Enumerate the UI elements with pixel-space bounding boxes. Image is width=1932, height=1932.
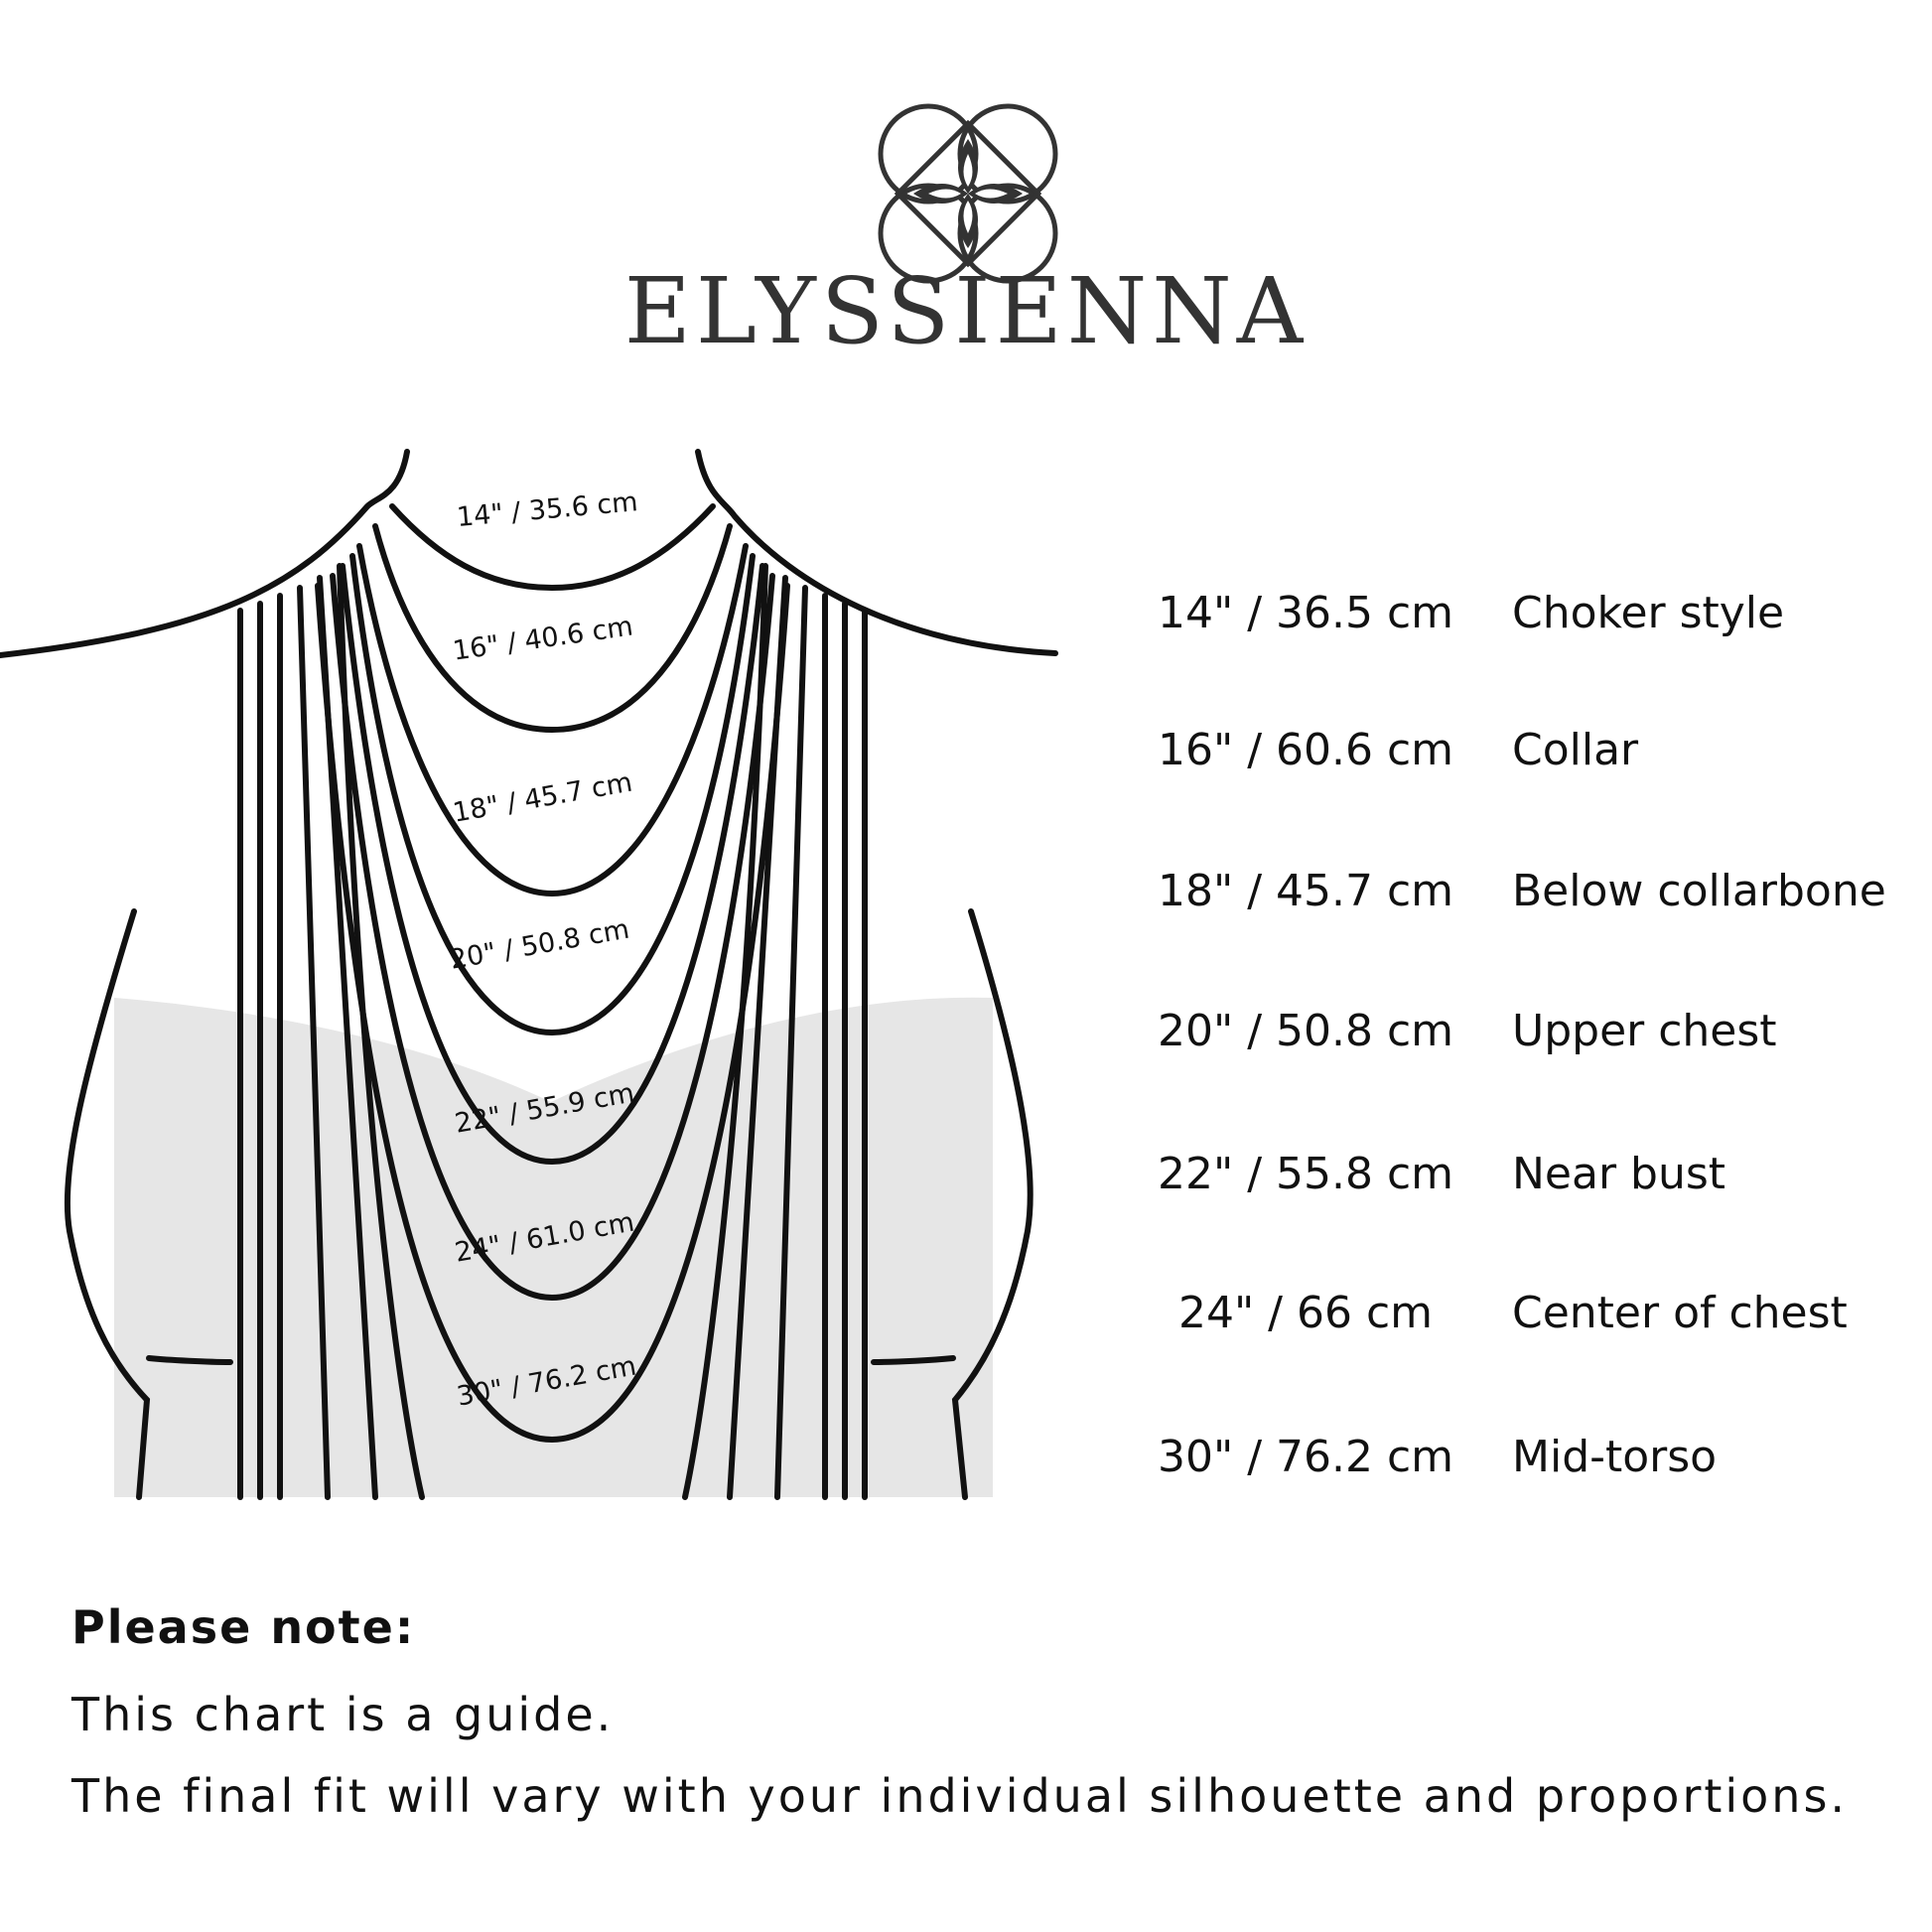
length-row [1142, 588, 1916, 657]
length-value: 22" / 55.8 cm [1157, 1149, 1454, 1199]
length-row [1142, 1432, 1916, 1501]
neck-right-outline [698, 452, 1055, 653]
length-row [1142, 866, 1916, 935]
necklace-length-diagram [0, 437, 1072, 1509]
necklace-label: 22" / 55.9 cm [452, 1077, 637, 1140]
necklace-label: 24" / 61.0 cm [452, 1206, 637, 1269]
brand-name: ELYSSIENNA [623, 258, 1309, 364]
length-description: Center of chest [1512, 1288, 1848, 1338]
note-line: This chart is a guide. [71, 1688, 615, 1741]
necklace-18 [359, 546, 746, 894]
length-row [1142, 1006, 1916, 1075]
length-description: Choker style [1512, 588, 1785, 638]
necklace-label: 20" / 50.8 cm [447, 913, 632, 976]
necklace-label: 18" / 45.7 cm [450, 766, 635, 829]
note-title: Please note: [71, 1600, 416, 1654]
length-description: Near bust [1512, 1149, 1726, 1199]
note-line: The final fit will vary with your individual silhouette and proportions. [71, 1769, 1849, 1823]
length-row [1142, 1288, 1916, 1357]
length-description: Below collarbone [1512, 866, 1886, 916]
length-value: 20" / 50.8 cm [1157, 1006, 1454, 1056]
length-value: 30" / 76.2 cm [1157, 1432, 1454, 1482]
length-value: 14" / 36.5 cm [1157, 588, 1454, 638]
length-value: 16" / 60.6 cm [1157, 725, 1454, 775]
length-value: 24" / 66 cm [1177, 1288, 1434, 1338]
length-row [1142, 725, 1916, 794]
length-row [1142, 1149, 1916, 1218]
length-description: Collar [1512, 725, 1639, 775]
necklace-label: 16" / 40.6 cm [451, 611, 635, 667]
necklace-label: 14" / 35.6 cm [455, 486, 639, 533]
length-description: Upper chest [1512, 1006, 1777, 1056]
neck-left-outline [0, 452, 407, 655]
necklace-label: 30" / 76.2 cm [454, 1350, 639, 1413]
length-description: Mid-torso [1512, 1432, 1718, 1482]
length-value: 18" / 45.7 cm [1157, 866, 1454, 916]
